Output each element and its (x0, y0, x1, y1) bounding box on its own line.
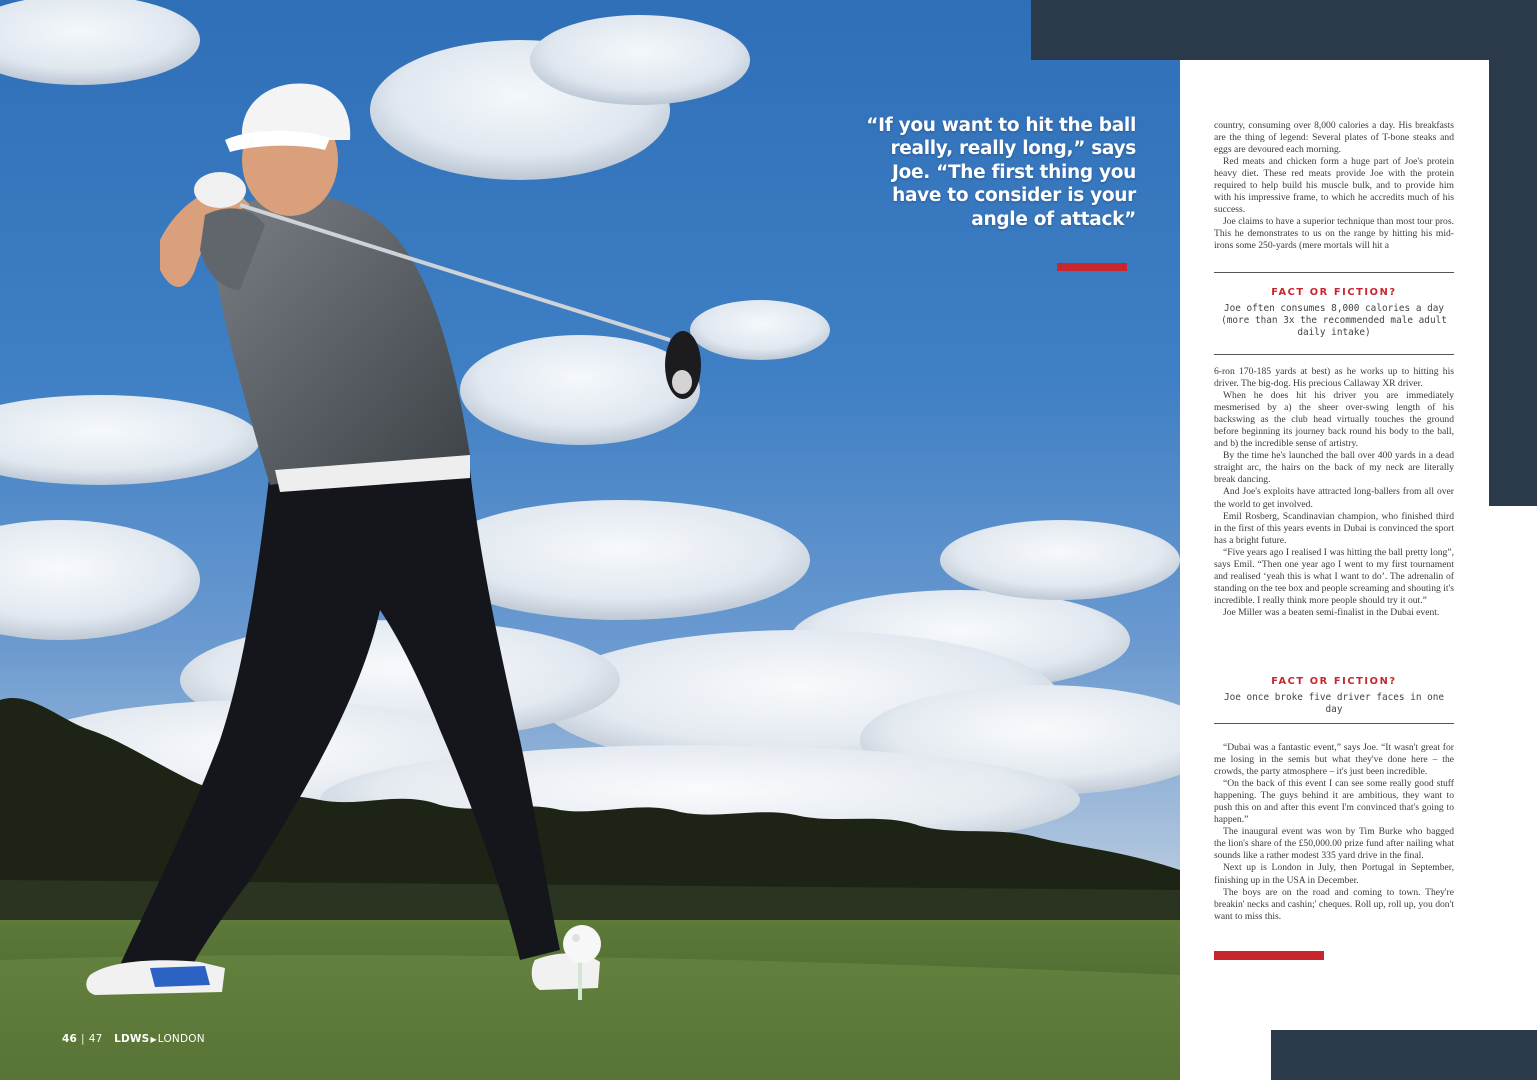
paragraph: And Joe's exploits have attracted long-ballers from all over the world to get involved. (1214, 486, 1454, 510)
paragraph: Joe Miller was a beaten semi-finalist in the Dubai event. (1223, 606, 1440, 618)
paragraph: Next up is London in July, then Portugal in September, finishing up in the USA in December. (1214, 862, 1454, 886)
divider (1214, 354, 1454, 355)
play-arrow-icon: ▶ (150, 1035, 157, 1044)
end-of-article-rule (1214, 951, 1324, 960)
paragraph: Joe claims to have a superior technique than most tour pros. This he demonstrates to us on the range by hitting his mid-irons some 250-yards (mere mortals will hit a (1214, 216, 1454, 252)
divider (1214, 723, 1454, 724)
paragraph: When he does hit his driver you are immediately mesmerised by a) the sheer over-swing length of his backswing as the club head virtually touches the ground before beginning its journey back round his body to the ball, and b) the incredible sense of artistry. (1214, 390, 1454, 450)
folio-city: LONDON (157, 1033, 205, 1045)
folio-brand: LDWS (114, 1033, 150, 1045)
fact-or-fiction-box-1 (1214, 287, 1454, 340)
paragraph: 6-ron 170-185 yards at best) as he works up to hitting his driver. The big-dog. His precious Callaway XR driver. (1214, 366, 1454, 390)
paragraph: country, consuming over 8,000 calories a day. His breakfasts are the thing of legend: Several plates of T-bone steaks and eggs are devoured each morning. (1214, 120, 1454, 156)
pull-quote: “If you want to hit the ball really, really long,” says Joe. “The first thing you have to consider is your angle of attack” (866, 115, 1136, 230)
fact-title: FACT OR FICTION? (1271, 287, 1397, 298)
navy-frame-side (1489, 0, 1537, 506)
paragraph: The inaugural event was won by Tim Burke who bagged the lion's share of the £50,000.00 prize fund after nailing what sounds like a rather modest 335 yard drive in the final. (1214, 826, 1454, 862)
navy-frame-bottom (1271, 1030, 1537, 1080)
divider (1214, 272, 1454, 273)
fact-body: Joe once broke five driver faces in one day (1223, 692, 1445, 716)
paragraph: “Dubai was a fantastic event,” says Joe. “It wasn't great for me losing in the semis but what they've done here – the crowds, the party atmosphere – it's just been incredible. (1214, 742, 1454, 778)
folio (62, 1033, 205, 1045)
folio-separator: | (81, 1033, 85, 1045)
paragraph: The boys are on the road and coming to town. They're breakin' necks and cashin;' cheques. Roll up, roll up, you don't want to miss this. (1214, 886, 1454, 922)
paragraph: Red meats and chicken form a huge part of Joe's protein heavy diet. These red meats provide Joe with the protein required to help build his muscle bulk, and to provide him with his impressive frame, to which he accredits much of his success. (1214, 156, 1454, 216)
folio-right-page-number: 47 (88, 1033, 103, 1045)
paragraph: “Five years ago I realised I was hitting the ball pretty long”, says Emil. “Then one year ago I went to my first tournament and realised ‘yeah this is what I want to do’. The adrenalin of standing on the tee box and people screaming and shouting it's incredible. I really think more people should try it out.” (1214, 546, 1454, 606)
navy-frame-top (1031, 0, 1537, 60)
article-column-b (1214, 366, 1454, 619)
paragraph: Emil Rosberg, Scandinavian champion, who finished third in the first of this years events in Dubai is convinced the sport has a bright future. (1214, 510, 1454, 546)
fact-title: FACT OR FICTION? (1271, 676, 1397, 687)
article-column-a (1214, 120, 1454, 253)
fact-or-fiction-box-2 (1214, 676, 1454, 716)
folio-left-page-number: 46 (62, 1033, 78, 1045)
article-column-c (1214, 742, 1454, 923)
paragraph: By the time he's launched the ball over 400 yards in a dead straight arc, the hairs on the back of my neck are literally break dancing. (1214, 450, 1454, 486)
fact-body: Joe often consumes 8,000 calories a day (more than 3x the recommended male adult daily intake) (1221, 303, 1447, 339)
paragraph: “On the back of this event I can see some really good stuff happening. The guys behind it are ambitious, they want to push this on and after this event I'm convinced that's going to happen.” (1214, 778, 1454, 826)
pull-quote-rule (1057, 263, 1127, 271)
